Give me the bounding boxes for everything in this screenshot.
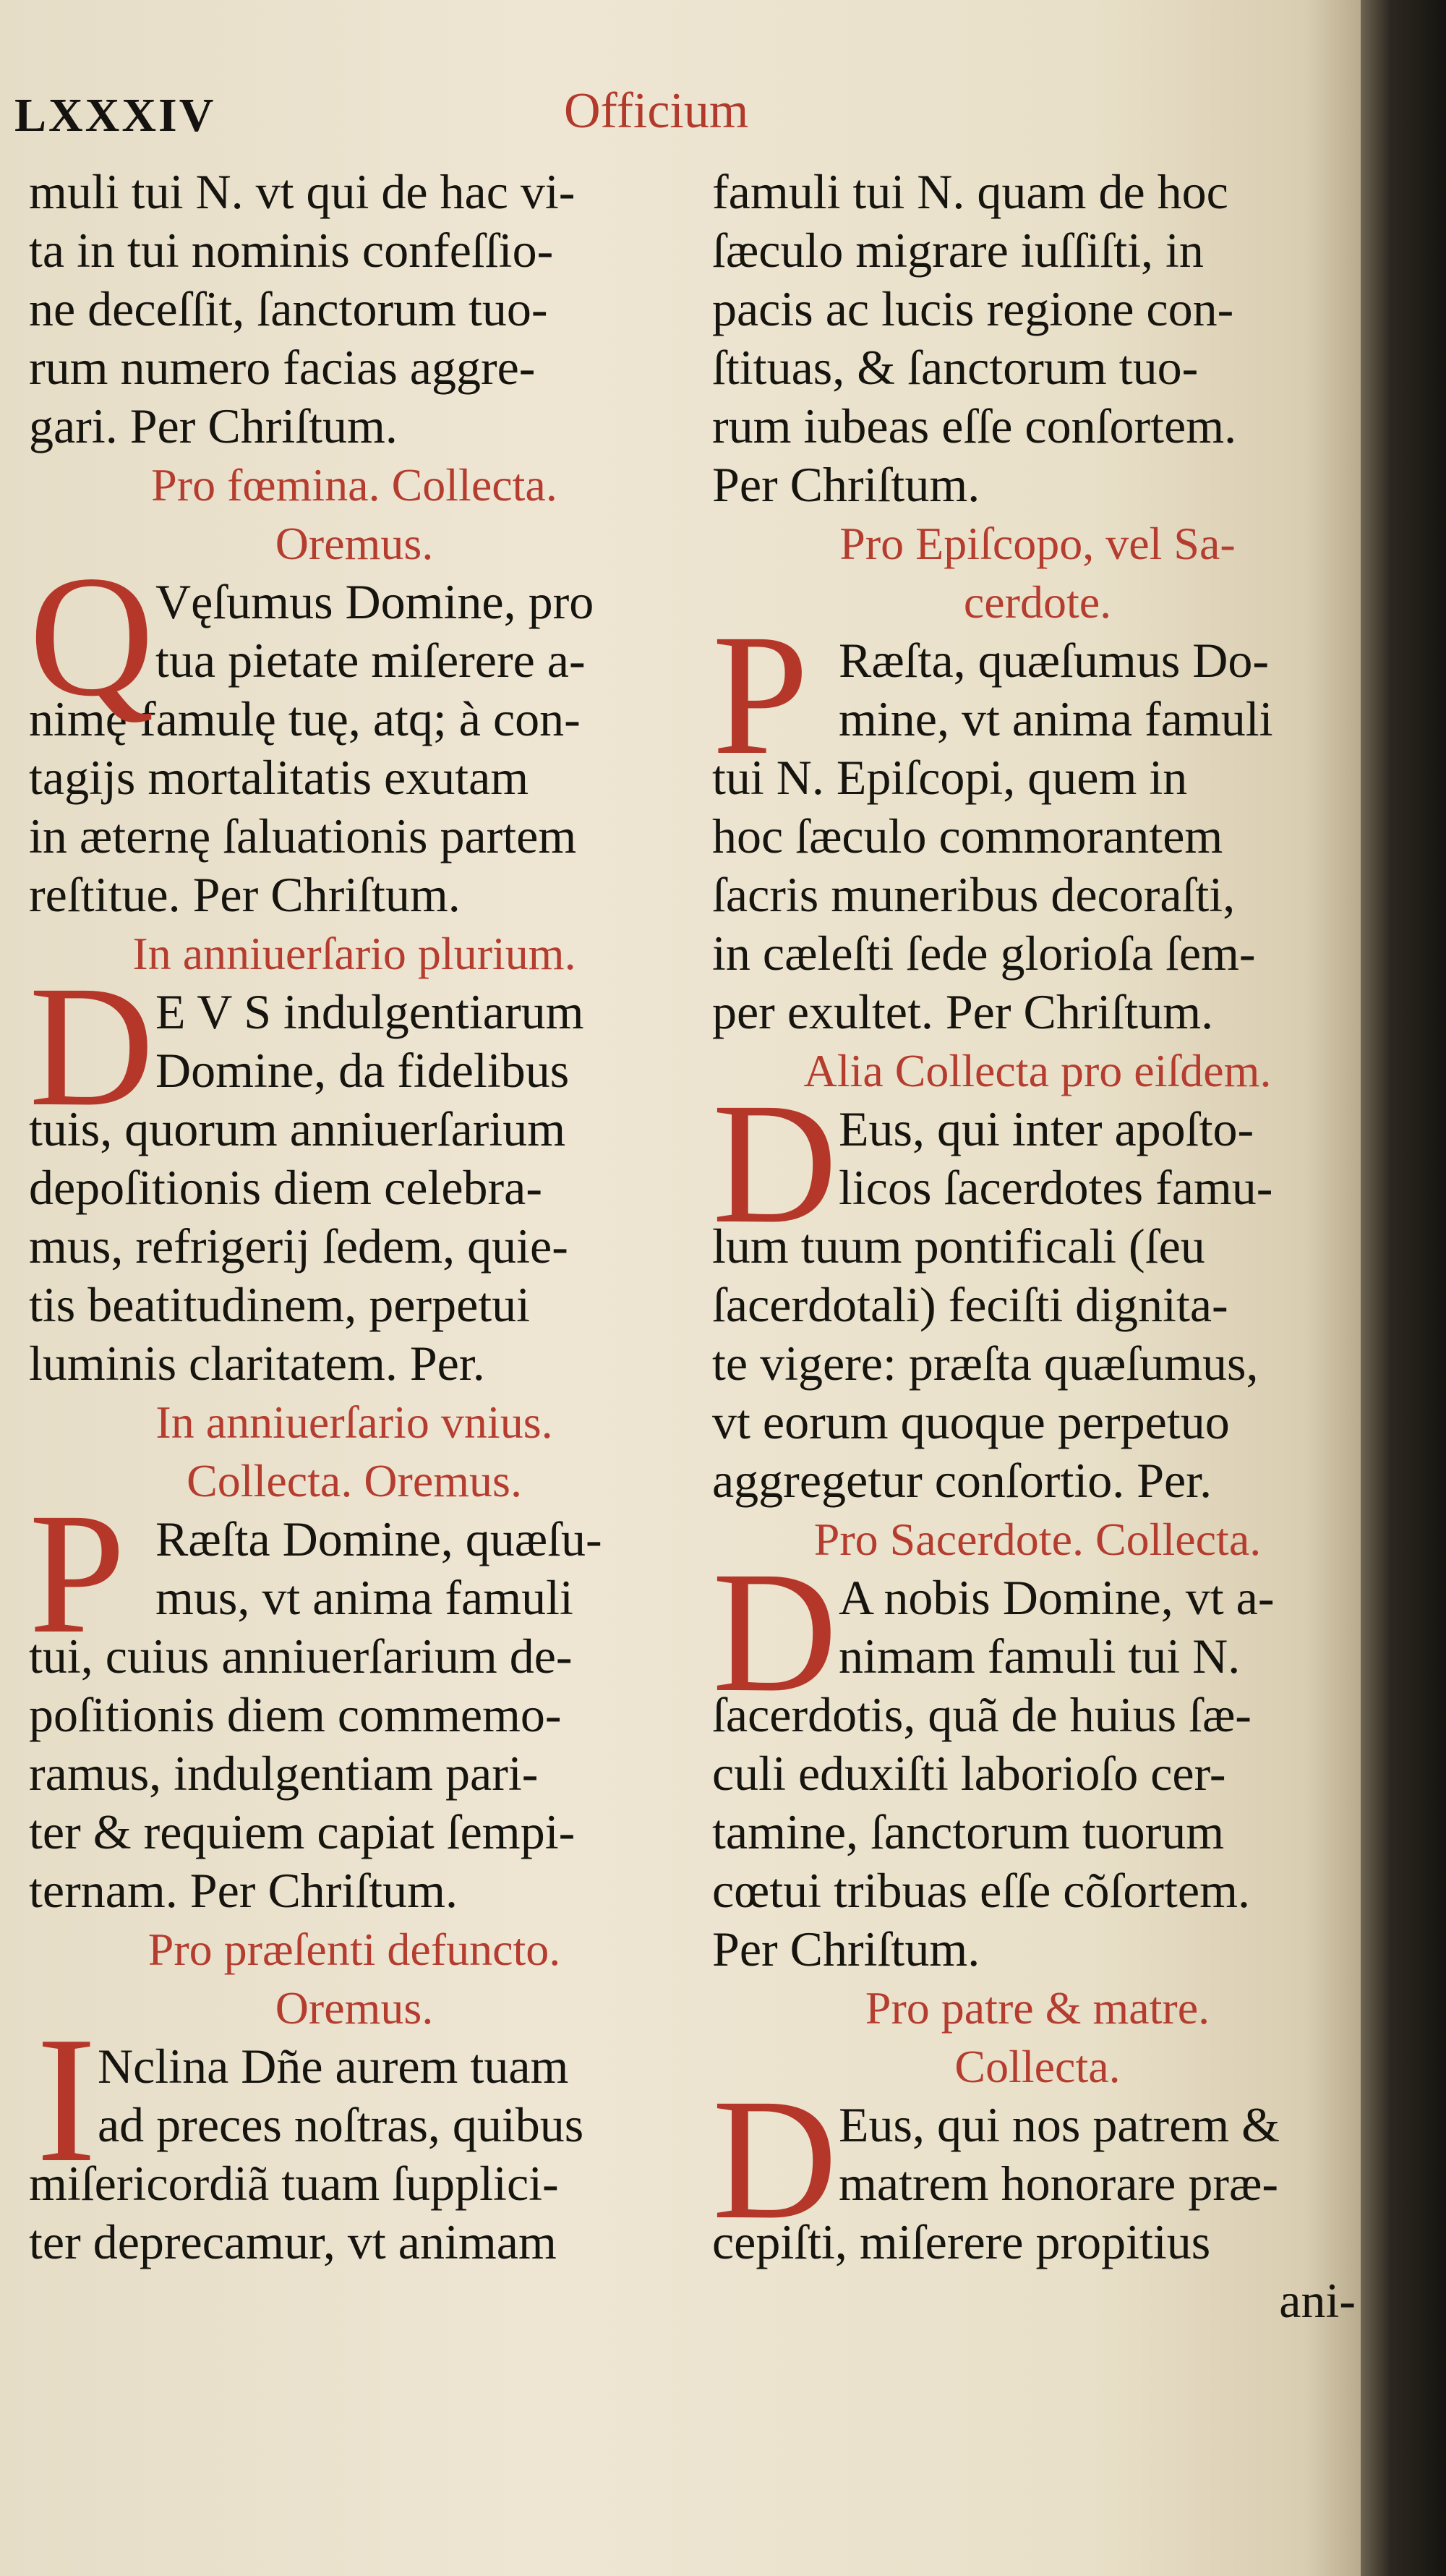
text-line: culi eduxiſti laborioſo cer- (712, 1746, 1226, 1801)
drop-initial: D (712, 1535, 838, 1728)
text-line: ramus, indulgentiam pari- (29, 1746, 539, 1801)
text-line: Eus, qui inter apoſto- (839, 1101, 1254, 1156)
text-line: ſacerdotis, quã de huius ſæ- (712, 1687, 1252, 1742)
drop-initial: D (712, 1067, 838, 1259)
text-line: Per Chriſtum. (712, 457, 980, 512)
text-line: tuis, quorum anniuerſarium (29, 1101, 566, 1156)
text-line: Ræſta Domine, quæſu- (155, 1511, 602, 1566)
text-line: mine, vt anima famuli (839, 691, 1273, 746)
text-line: pacis ac lucis regione con- (712, 281, 1234, 336)
drop-initial: P (712, 598, 809, 790)
left-column (29, 163, 680, 2272)
text-line: te vigere: præſta quæſumus, (712, 1336, 1259, 1391)
rubric-heading: In anniuerſario plurium. (132, 928, 576, 979)
text-line: tis beatitudinem, perpetui (29, 1277, 531, 1332)
drop-initial: P (29, 1477, 126, 1669)
drop-initial: Q (29, 539, 155, 732)
text-line: tui N. Epiſcopi, quem in (712, 750, 1188, 805)
rubric-heading: Pro præſenti defuncto. (147, 1924, 561, 1975)
text-line: ſacris muneribus decoraſti, (712, 867, 1236, 922)
text-line: tamine, ſanctorum tuorum (712, 1804, 1225, 1859)
text-line: in æternę ſaluationis partem (29, 809, 577, 863)
text-line: ani- (1279, 2273, 1356, 2328)
text-line: ne deceſſit, ſanctorum tuo- (29, 281, 548, 336)
text-line: licos ſacerdotes famu- (839, 1160, 1273, 1215)
text-line: reſtitue. Per Chriſtum. (29, 867, 461, 922)
text-line: ſæculo migrare iuſſiſti, in (712, 223, 1204, 278)
text-line: aggregetur conſortio. Per. (712, 1453, 1212, 1508)
rubric-heading: Pro Sacerdote. Collecta. (813, 1514, 1262, 1565)
text-line: ſacerdotali) feciſti dignita- (712, 1277, 1228, 1332)
text-line: Nclina Dñe aurem tuam (98, 2039, 569, 2094)
text-line: ternam. Per Chriſtum. (29, 1863, 458, 1918)
page-header (14, 80, 1352, 152)
rubric-heading: Alia Collecta pro eiſdem. (803, 1045, 1272, 1096)
text-line: ter deprecamur, vt animam (29, 2214, 557, 2269)
text-line: ſtituas, & ſanctorum tuo- (712, 340, 1199, 395)
text-line: ter & requiem capiat ſempi- (29, 1804, 576, 1859)
text-line: cœtui tribuas eſſe cõſortem. (712, 1863, 1250, 1918)
text-line: rum numero facias aggre- (29, 340, 536, 395)
text-line: gari. Per Chriſtum. (29, 398, 398, 453)
drop-initial: I (36, 2000, 97, 2200)
text-line: mus, refrigerij ſedem, quie- (29, 1219, 568, 1274)
rubric-heading: cerdote. (963, 576, 1112, 628)
text-line: mus, vt anima famuli (155, 1570, 573, 1625)
rubric-heading: Oremus. (275, 1982, 434, 2034)
text-line: Ræſta, quæſumus Do- (839, 633, 1270, 688)
rubric-heading: Pro patre & matre. (865, 1982, 1210, 2034)
text-line: Eus, qui nos patrem & (839, 2097, 1280, 2152)
text-line: hoc ſæculo commorantem (712, 809, 1223, 863)
rubric-heading: Pro Epiſcopo, vel Sa- (839, 518, 1236, 569)
drop-initial: D (712, 2063, 838, 2255)
rubric-heading: Oremus. (275, 518, 434, 569)
text-line: A nobis Domine, vt a- (839, 1570, 1275, 1625)
text-line: nimam famuli tui N. (839, 1629, 1241, 1684)
rubric-heading: In anniuerſario vnius. (155, 1396, 553, 1448)
text-line: in cæleſti ſede glorioſa ſem- (712, 926, 1256, 981)
text-line: muli tui N. vt qui de hac vi- (29, 164, 576, 219)
rubric-heading: Collecta. Oremus. (187, 1455, 522, 1506)
text-line: rum iubeas eſſe conſortem. (712, 398, 1237, 453)
text-line: vt eorum quoque perpetuo (712, 1394, 1230, 1449)
text-line: nimę famulę tuę, atq; à con- (29, 691, 581, 746)
text-line: tui, cuius anniuerſarium de- (29, 1629, 573, 1684)
text-line: lum tuum pontificali (ſeu (712, 1219, 1205, 1274)
text-line: tua pietate miſerere a- (155, 633, 586, 688)
text-line: ta in tui nominis confeſſio- (29, 223, 554, 278)
running-head: Officium (564, 83, 749, 139)
book-gutter (1361, 0, 1446, 2576)
right-column (712, 163, 1361, 2330)
text-line: E V S indulgentiarum (155, 984, 584, 1039)
text-line: tagijs mortalitatis exutam (29, 750, 529, 805)
text-line: Per Chriſtum. (712, 1922, 980, 1976)
text-line: poſitionis diem commemo- (29, 1687, 562, 1742)
rubric-heading: Collecta. (954, 2041, 1121, 2092)
text-line: miſericordiã tuam ſupplici- (29, 2156, 559, 2211)
text-line: luminis claritatem. Per. (29, 1336, 485, 1391)
text-line: famuli tui N. quam de hoc (712, 164, 1228, 219)
text-line: ad preces noſtras, quibus (98, 2097, 584, 2152)
text-line: matrem honorare præ- (839, 2156, 1278, 2211)
rubric-heading: Pro fœmina. Collecta. (151, 459, 557, 511)
text-line: depoſitionis diem celebra- (29, 1160, 542, 1215)
text-line: cepiſti, miſerere propitius (712, 2214, 1211, 2269)
text-line: Vęſumus Domine, pro (155, 574, 594, 629)
drop-initial: D (29, 950, 155, 1142)
folio-number: LXXXIV (14, 89, 216, 142)
text-line: Domine, da fidelibus (155, 1043, 570, 1098)
text-line: per exultet. Per Chriſtum. (712, 984, 1214, 1039)
